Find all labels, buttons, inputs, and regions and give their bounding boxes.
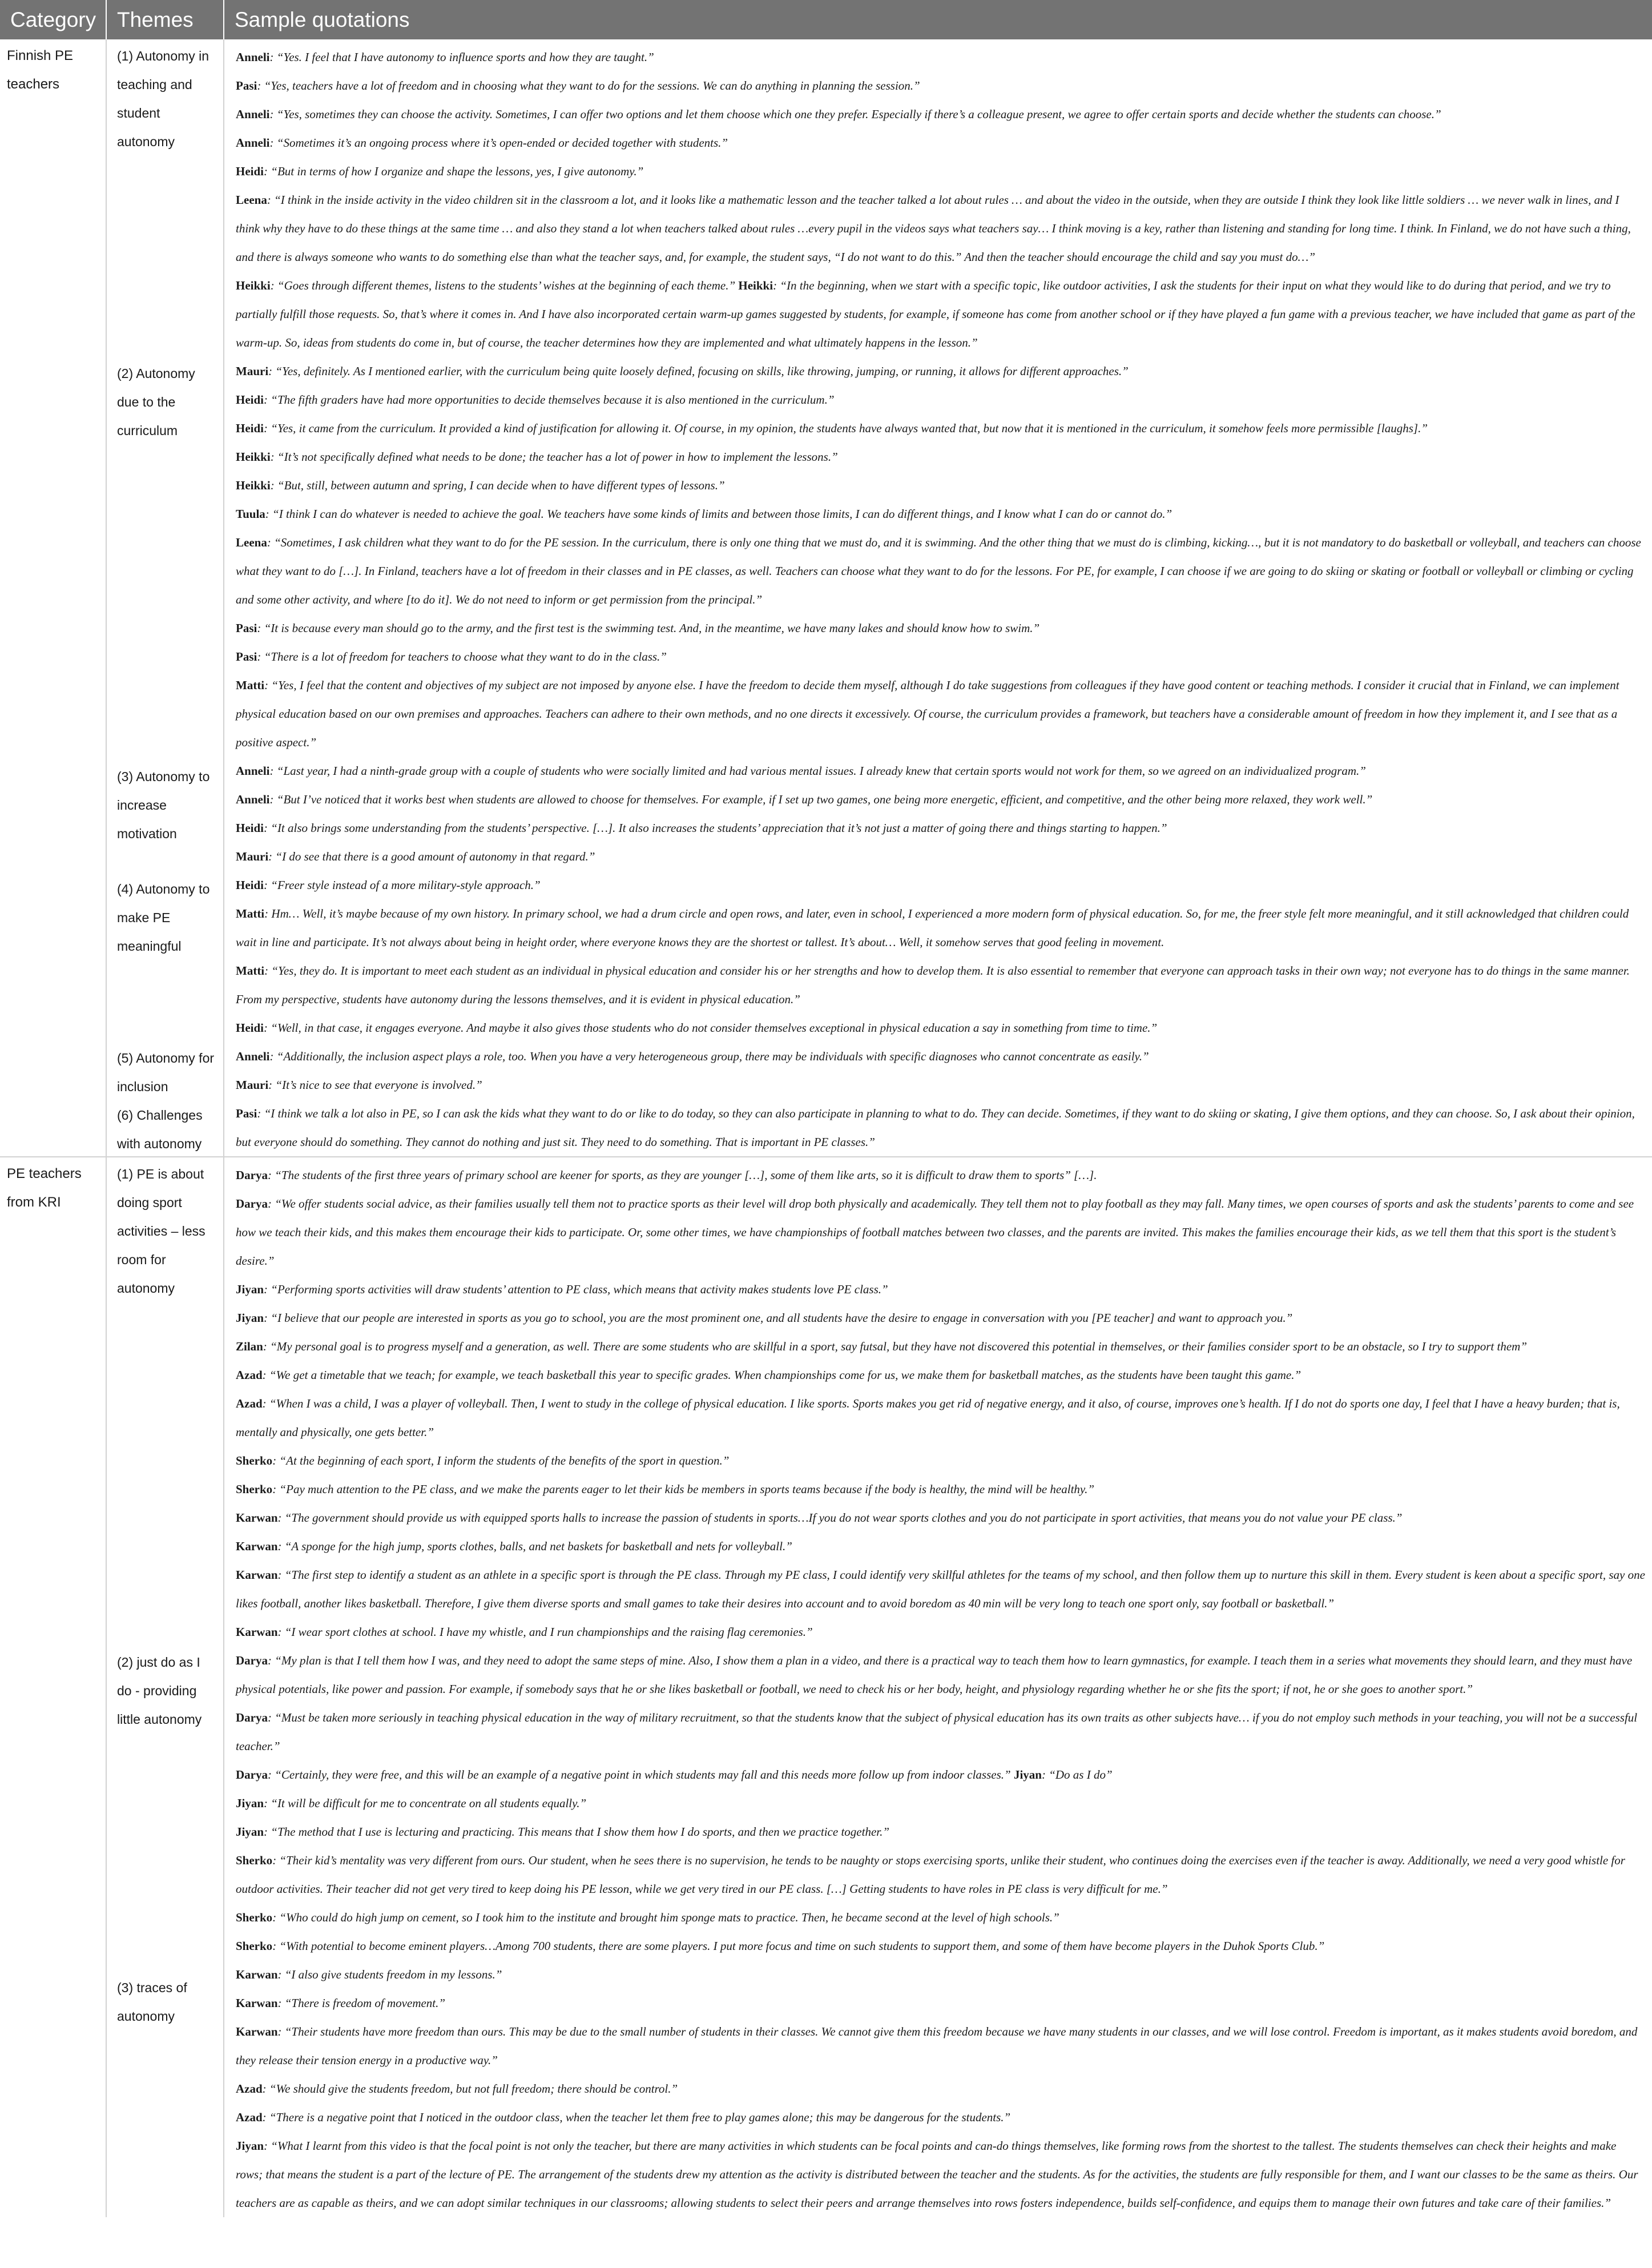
quotation-text: : “The method that I use is lecturing and practicing. This means that I show them how I do sports, and then we practice together.” <box>264 1825 890 1839</box>
quotation <box>236 500 1645 528</box>
quotation-text: : “But I’ve noticed that it works best when students are allowed to choose for themselves. For example, if I set up two games, one being more energetic, efficient, and competitive, and the other being more relaxed, they work well.” <box>269 793 1373 806</box>
quotation <box>236 642 1645 671</box>
quotation <box>236 1446 1645 1475</box>
speaker-name: Karwan <box>236 1968 278 1981</box>
quotation-text: : “Certainly, they were free, and this will be an example of a negative point in which students may fall and this needs more follow up from indoor classes.” <box>268 1768 1011 1782</box>
speaker-name: Sherko <box>236 1482 273 1496</box>
quotation-text: : “Who could do high jump on cement, so I took him to the institute and brought him sponge mats to practice. Then, he became second at the level of high schools.” <box>272 1911 1059 1924</box>
quotation-text: : “I wear sport clothes at school. I have my whistle, and I run championships and the raising flag ceremonies.” <box>277 1625 813 1639</box>
speaker-name: Azad <box>236 2082 263 2096</box>
quotation-text: : “A sponge for the high jump, sports clothes, balls, and net baskets for basketball and nets for volleyball.” <box>277 1539 792 1553</box>
quotation-text: : “What I learnt from this video is that the focal point is not only the teacher, but there are many activities in which students can be focal points and can-do things themselves, like forming rows from the shortest to the tallest. The students themselves can check their heights and make rows; that means the student is a part of the lecture of PE. The arrangement of the students drew my attention as the activity is distributed between the teacher and the students. As for the activities, the students are fully responsible for them, and I want our classes to be the same as theirs. Our teachers are as capable as theirs, and we can adopt similar techniques in our classrooms; allowing students to select their peers and arrange themselves into rows fosters independence, builds self-confidence, and equips them to manage their own futures and take care of their families.” <box>236 2139 1638 2210</box>
theme-label: (3) traces of autonomy <box>117 1980 187 2024</box>
quotation <box>236 357 1645 385</box>
speaker-name: Sherko <box>236 1454 273 1467</box>
quotation <box>236 1475 1645 1503</box>
quotation-text: : “We should give the students freedom, but not full freedom; there should be control.” <box>262 2082 678 2096</box>
speaker-name: Sherko <box>236 1853 273 1867</box>
quotation-text: : “Must be taken more seriously in teaching physical education in the way of military recruitment, so that the students know that the subject of physical education has its own traits as other subjects have… if you do not employ such methods in your teaching, you will not be a successful teacher.” <box>236 1711 1638 1753</box>
theme-label: (3) Autonomy to increase motivation <box>117 769 210 841</box>
theme-label: (2) just do as I do - providing little autonomy <box>117 1655 202 1727</box>
speaker-name: Karwan <box>236 1996 278 2010</box>
quotation-text: : “Yes, they do. It is important to meet each student as an individual in physical education and consider his or her strengths and how to develop them. It is also essential to remember that everyone can approach tasks in their own way; not everyone has to do things in the same manner. From my perspective, students have autonomy during the lessons themselves, and it is evident in physical education.” <box>236 964 1630 1006</box>
quotation <box>236 956 1645 1014</box>
quotation-text: : “My plan is that I tell them how I was, and they need to adopt the same steps of mine. Also, I show them a plan in a video, and there is a practical way to teach them how to learn gymnastics, for example. I teach them in a series what movements they should learn, and they must have physical potentials, like power and passion. For example, if somebody says that he or she likes basketball or football, we need to check his or her body, height, and physiology regarding whether he or she fits the sport; if not, he or she goes to another sport.” <box>236 1654 1633 1696</box>
quotation <box>236 1189 1645 1275</box>
speaker-name: Zilan <box>236 1340 263 1353</box>
quotation-text: : “Goes through different themes, listens to the students’ wishes at the beginning of each theme.” <box>270 279 736 292</box>
category-cell: PE teachers from KRI <box>0 1157 106 2217</box>
quotation <box>236 471 1645 500</box>
quotation <box>236 814 1645 842</box>
quotation <box>236 1846 1645 1903</box>
quotation-text: : “With potential to become eminent players…Among 700 students, there are some players. I put more focus and time on such students to support them, and some of them have become players in the Duhok Sports Club.” <box>272 1939 1325 1953</box>
speaker-name: Darya <box>236 1711 268 1724</box>
speaker-name: Jiyan <box>1013 1768 1042 1782</box>
speaker-name: Karwan <box>236 2025 278 2038</box>
quotation <box>236 899 1645 956</box>
group-row <box>0 39 1652 1157</box>
speaker-name: Anneli <box>236 136 270 150</box>
speaker-name: Darya <box>236 1654 268 1667</box>
quotation-text: : “It is because every man should go to the army, and the first test is the swimming test. And, in the meantime, we have many lakes and should know how to swim.” <box>257 621 1040 635</box>
speaker-name: Azad <box>236 2110 263 2124</box>
quotation-text: : “Performing sports activities will draw students’ attention to PE class, which means that activity makes students love PE class.” <box>264 1282 888 1296</box>
quotation <box>236 2074 1645 2103</box>
speaker-name: Karwan <box>236 1625 278 1639</box>
quotation-text: : “But, still, between autumn and spring, I can decide when to have different types of lessons.” <box>270 478 725 492</box>
quotation-text: : “It’s not specifically defined what needs to be done; the teacher has a lot of power in how to implement the lessons.” <box>270 450 838 464</box>
quotation <box>236 1304 1645 1332</box>
header-category: Category <box>0 0 106 39</box>
quotation <box>236 2017 1645 2074</box>
quotation <box>236 842 1645 871</box>
quotation <box>236 157 1645 186</box>
quotation <box>236 1760 1645 1789</box>
quotation-text: : “I believe that our people are interested in sports as you go to school, you are the most prominent one, and all students have the desire to engage in conversation with you [PE teacher] and want to approach you.” <box>264 1311 1293 1325</box>
quotation-text: : “Do as I do” <box>1041 1768 1113 1782</box>
speaker-name: Mauri <box>236 364 269 378</box>
speaker-name: Jiyan <box>236 1282 264 1296</box>
quotation <box>236 1361 1645 1389</box>
quotations-cell <box>224 1157 1652 2217</box>
quotation-text: : “Additionally, the inclusion aspect plays a role, too. When you have a very heterogeneous group, there may be individuals with specific diagnoses who cannot concentrate as easily.” <box>269 1049 1149 1063</box>
theme-label: (4) Autonomy to make PE meaningful <box>117 882 210 954</box>
quotation <box>236 1042 1645 1071</box>
quotation-text: : “It will be difficult for me to concentrate on all students equally.” <box>264 1796 587 1810</box>
quotation <box>236 1817 1645 1846</box>
header-themes: Themes <box>106 0 224 39</box>
quotation <box>236 1618 1645 1646</box>
speaker-name: Sherko <box>236 1911 273 1924</box>
speaker-name: Jiyan <box>236 1825 264 1839</box>
speaker-name: Azad <box>236 1397 263 1410</box>
themes-cell <box>106 1157 224 2217</box>
quotation <box>236 385 1645 414</box>
theme-label: (1) PE is about doing sport activities – less room for autonomy <box>117 1167 206 1296</box>
group-row <box>0 1157 1652 2217</box>
quotation <box>236 414 1645 443</box>
speaker-name: Mauri <box>236 1078 269 1092</box>
quotation <box>236 1389 1645 1446</box>
speaker-name: Karwan <box>236 1568 278 1582</box>
quotation-text: : “In the beginning, when we start with a specific topic, like outdoor activities, I ask the students for their input on what they would like to do during that period, and we try to partially fulfill those requests. So, that’s where it comes in. And I have also incorporated certain warm-up games suggested by students, for example, if someone has come from another school or if they have played a fun game with a previous teacher, we have included that game as part of the warm-up. So, ideas from students do come in, but of course, the teacher determines how they are implemented and what ultimately happens in the lesson.” <box>236 279 1635 349</box>
quotations-cell <box>224 39 1652 1157</box>
quotation-text: : “It also brings some understanding from the students’ perspective. […]. It also increases the students’ appreciation that it’s not just a matter of going there and things starting to happen.” <box>264 821 1167 835</box>
speaker-name: Azad <box>236 1368 263 1382</box>
quotation-text: : “Yes, it came from the curriculum. It provided a kind of justification for allowing it. Of course, in my opinion, the students have always wanted that, but now that it is mentioned in the curriculum, it somehow feels more permissible [laughs].” <box>264 421 1428 435</box>
quotation <box>236 2132 1645 2217</box>
speaker-name: Matti <box>236 907 265 920</box>
speaker-name: Jiyan <box>236 1796 264 1810</box>
quotation-text: : “The fifth graders have had more opportunities to decide themselves because it is also mentioned in the curriculum.” <box>264 393 835 407</box>
quotation-text: : “I think we talk a lot also in PE, so I can ask the kids what they want to do or like to do today, so they can also participate in planning to what to do. They can decide. Sometimes, if they want to do skiing or skating, I give them options, and they can choose. So, I ask about their opinion, but everyone should do something. They cannot do nothing and just sit. They need to do something. That is important in PE classes.” <box>236 1107 1635 1149</box>
quotation <box>236 1903 1645 1932</box>
quotation <box>236 186 1645 271</box>
quotation <box>236 2103 1645 2132</box>
speaker-name: Anneli <box>236 793 270 806</box>
quotation <box>236 871 1645 899</box>
quotation <box>236 128 1645 157</box>
quotation-text: : “Sometimes it’s an ongoing process where it’s open-ended or decided together with students.” <box>269 136 728 150</box>
speaker-name: Pasi <box>236 79 257 93</box>
speaker-name: Matti <box>236 964 265 978</box>
speaker-name: Heikki <box>236 450 271 464</box>
quotation-text: : “We get a timetable that we teach; for example, we teach basketball this year to specific grades. When championships come for us, we make them for basketball matches, as the students have been taught this game.” <box>262 1368 1302 1382</box>
speaker-name: Heikki <box>236 279 271 292</box>
quotation-text: : “I think I can do whatever is needed to achieve the goal. We teachers have some kinds of limits and between those limits, I can do different things, and I know what I can do or cannot do.” <box>265 507 1172 521</box>
themes-cell <box>106 39 224 1157</box>
quotation-text: : “There is a lot of freedom for teachers to choose what they want to do in the class.” <box>257 650 667 663</box>
quotation <box>236 1989 1645 2017</box>
quotation-text: : “Yes, teachers have a lot of freedom and in choosing what they want to do for the sessions. We can do anything in planning the session.” <box>257 79 920 93</box>
theme-label: (2) Autonomy due to the curriculum <box>117 366 195 438</box>
quotation <box>236 1561 1645 1618</box>
speaker-name: Heidi <box>236 421 264 435</box>
quotation-text: : “My personal goal is to progress myself and a generation, as well. There are some students who are skillful in a sport, say futsal, but they have not discovered this potential in themselves, or their families consider sport to be an obstacle, so I try to support them” <box>263 1340 1528 1353</box>
quotation-text: : “At the beginning of each sport, I inform the students of the benefits of the sport in question.” <box>272 1454 730 1467</box>
speaker-name: Jiyan <box>236 1311 264 1325</box>
speaker-name: Karwan <box>236 1511 278 1525</box>
quotation <box>236 528 1645 614</box>
quotation <box>236 1646 1645 1703</box>
quotation-text: : “Yes. I feel that I have autonomy to influence sports and how they are taught.” <box>269 50 654 64</box>
speaker-name: Heidi <box>236 878 264 892</box>
speaker-name: Darya <box>236 1768 268 1782</box>
quotation <box>236 614 1645 642</box>
quotation-text: : “The first step to identify a student as an athlete in a specific sport is through the PE class. Through my PE class, I could identify very skillful athletes for the teams of my school, and then follow them up to nurture this skill in them. Every student is keen about a specific sport, say one likes football, another likes basketball. Therefore, I give them diverse sports and small games to take their desires into account and to avoid boredom as 40 min will be very long to teach one sport only, say football or basketball.” <box>236 1568 1645 1610</box>
quotation <box>236 71 1645 100</box>
quotation <box>236 671 1645 757</box>
speaker-name: Pasi <box>236 650 257 663</box>
speaker-name: Heidi <box>236 393 264 407</box>
speaker-name: Anneli <box>236 764 270 778</box>
quotation-text: : “Yes, definitely. As I mentioned earlier, with the curriculum being quite loosely defined, focusing on skills, like throwing, jumping, or running, it allows for different approaches.” <box>268 364 1129 378</box>
speaker-name: Leena <box>236 536 267 549</box>
speaker-name: Heidi <box>236 1021 264 1035</box>
speaker-name: Anneli <box>236 107 270 121</box>
quotation <box>236 1532 1645 1561</box>
quotation <box>236 1332 1645 1361</box>
speaker-name: Anneli <box>236 1049 270 1063</box>
quotation-text: : “Freer style instead of a more military-style approach.” <box>264 878 541 892</box>
speaker-name: Tuula <box>236 507 265 521</box>
quotation <box>236 1161 1645 1189</box>
speaker-name: Matti <box>236 678 265 692</box>
quotation-text: : “Yes, sometimes they can choose the activity. Sometimes, I can offer two options and let them choose which one they prefer. Especially if there’s a colleague present, we agree to offer certain sports and decide whether the students can choose.” <box>269 107 1441 121</box>
speaker-name: Jiyan <box>236 2139 264 2153</box>
quotation <box>236 1703 1645 1760</box>
quotation <box>236 1960 1645 1989</box>
quotation-text: : “We offer students social advice, as their families usually tell them not to practice sports as their level will drop both physically and academically. They tell them not to play football as they may fall. Many times, we open courses of sports and ask the students’ parents to come and see how we teach their kids, and this makes them encourage their kids to participate. Or, some other times, we have championships of football matches between two classes, and the parents are invited. This makes the families encourage their kids, as we tell them that this sport is the student’s desire.” <box>236 1197 1634 1268</box>
speaker-name: Mauri <box>236 850 269 863</box>
quotation-text: : “Sometimes, I ask children what they want to do for the PE session. In the curriculum, there is only one thing that we must do, and it is swimming. And the other thing that we must do is climbing, kicking…, but it is not mandatory to do basketball or volleyball, and teachers can choose what they want to do […]. In Finland, teachers have a lot of freedom in their classes and in PE classes, as well. Teachers can choose what they want to do for the lessons. For PE, for example, I can choose if we are going to do skiing or skating or football or volleyball or climbing or cycling and some other activity, and where [to do it]. We do not need to inform or get permission from the principal.” <box>236 536 1641 606</box>
quotation <box>236 757 1645 785</box>
quotation <box>236 1071 1645 1099</box>
quotation <box>236 43 1645 71</box>
quotation-text: : “Well, in that case, it engages everyone. And maybe it also gives those students who do not consider themselves exceptional in physical education a say in something from time to time.” <box>264 1021 1158 1035</box>
quotation <box>236 271 1645 357</box>
speaker-name: Pasi <box>236 621 257 635</box>
quotation <box>236 1014 1645 1042</box>
quotation <box>236 1932 1645 1960</box>
quotation-text: : “Pay much attention to the PE class, and we make the parents eager to let their kids be members in sports teams because if the body is healthy, the mind will be healthy.” <box>272 1482 1095 1496</box>
speaker-name: Leena <box>236 193 267 207</box>
quotation <box>236 100 1645 128</box>
speaker-name: Karwan <box>236 1539 278 1553</box>
speaker-name: Darya <box>236 1168 268 1182</box>
quotation-text: : “There is a negative point that I noticed in the outdoor class, when the teacher let them free to play games alone; this may be dangerous for the students.” <box>262 2110 1011 2124</box>
quotation-text: : “The students of the first three years of primary school are keener for sports, as they are younger […], some of them like arts, so it is difficult to draw them to sports” […]. <box>268 1168 1097 1182</box>
quotation-text: : “It’s nice to see that everyone is involved.” <box>268 1078 482 1092</box>
table-header <box>0 0 1652 39</box>
quotation-text: : “When I was a child, I was a player of volleyball. Then, I went to study in the college of physical education. I like sports. Sports makes you get rid of negative energy, and it also, of course, improves one’s health. If I do not do sports one day, I feel that I have a heavy burden; that is, mentally and physically, one gets better.” <box>236 1397 1620 1439</box>
header-quotations: Sample quotations <box>224 0 1652 39</box>
quotation-text: : “But in terms of how I organize and shape the lessons, yes, I give autonomy.” <box>264 164 644 178</box>
quotation <box>236 1275 1645 1304</box>
quotation-text: : “The government should provide us with equipped sports halls to increase the passion of students in sports…If you do not wear sports clothes and you do not participate in sport activities, that means you do not value your PE class.” <box>277 1511 1403 1525</box>
speaker-name: Darya <box>236 1197 268 1211</box>
theme-label: (1) Autonomy in teaching and student autonomy <box>117 49 209 149</box>
quotation <box>236 785 1645 814</box>
quotation-text: : “I think in the inside activity in the video children sit in the classroom a lot, and it looks like a mathematic lesson and the teacher talked a lot about rules … and about the video in the outside, when they are outside I think they look like little soldiers … we never walk in lines, and I think why they have to do these things at the same time … and also they stand a lot when teachers talked about rules …every pupil in the videos says what teachers say… I think moving is a key, rather than listening and standing for long time. I think. In Finland, we do not have such a thing, and there is always someone who wants to do something else than what the teacher says, and, for example, the student says, “I do not want to do this.” And then the teacher should encourage the child and say you must do…” <box>236 193 1631 264</box>
quotation-text: : “I do see that there is a good amount of autonomy in that regard.” <box>268 850 595 863</box>
quotation-text: : “Their kid’s mentality was very different from ours. Our student, when he sees there is no supervision, he tends to be naughty or stops exercising sports, unlike their student, who continues doing the exercises even if the teacher is away. Additionally, we need a very good whistle for outdoor activities. Their teacher did not get very tired to keep doing his PE lesson, while we get very tired in our PE class. […] Getting students to have roles in PE class is very difficult for me.” <box>236 1853 1625 1896</box>
category-cell: Finnish PE teachers <box>0 39 106 1157</box>
speaker-name: Heidi <box>236 821 264 835</box>
speaker-name: Heidi <box>236 164 264 178</box>
quotation-text: : Hm… Well, it’s maybe because of my own history. In primary school, we had a drum circle and open rows, and later, even in school, I experienced a more modern form of physical education. So, for me, the freer style felt more meaningful, and it still acknowledged that children could wait in line and participate. It’s not always about being in height order, where everyone knows they are the shortest or tallest. It’s about… Well, it somehow serves that good feeling in movement. <box>236 907 1629 949</box>
speaker-name: Anneli <box>236 50 270 64</box>
speaker-name: Pasi <box>236 1107 257 1120</box>
quotation-text: : “I also give students freedom in my lessons.” <box>277 1968 502 1981</box>
speaker-name: Heikki <box>738 279 773 292</box>
quotation <box>236 1789 1645 1817</box>
speaker-name: Sherko <box>236 1939 273 1953</box>
quotation-text: : “Yes, I feel that the content and objectives of my subject are not imposed by anyone else. I have the freedom to decide them myself, although I do take suggestions from colleagues if they have good content or teaching methods. I consider it crucial that in Finland, we can implement physical education based on our own premises and approaches. Teachers can adhere to their own methods, and no one directs it excessively. Of course, the curriculum provides a framework, but teachers have a considerable amount of freedom in how they implement it, and I see that as a positive aspect.” <box>236 678 1619 749</box>
quotation <box>236 1099 1645 1156</box>
quotation-text: : “There is freedom of movement.” <box>277 1996 446 2010</box>
quotation-text: : “Their students have more freedom than ours. This may be due to the small number of students in their classes. We cannot give them this freedom because we have many students in our classes, and we will lose control. Freedom is important, as it makes students avoid boredom, and they release their tension energy in a productive way.” <box>236 2025 1638 2067</box>
quotation <box>236 443 1645 471</box>
quotation <box>236 1503 1645 1532</box>
quotation-text: : “Last year, I had a ninth-grade group with a couple of students who were socially limited and had various mental issues. I already knew that certain sports would not work for them, so we agreed on an individualized program.” <box>269 764 1366 778</box>
theme-label: (6) Challenges with autonomy <box>117 1108 203 1151</box>
theme-label: (5) Autonomy for inclusion <box>117 1051 215 1094</box>
speaker-name: Heikki <box>236 478 271 492</box>
